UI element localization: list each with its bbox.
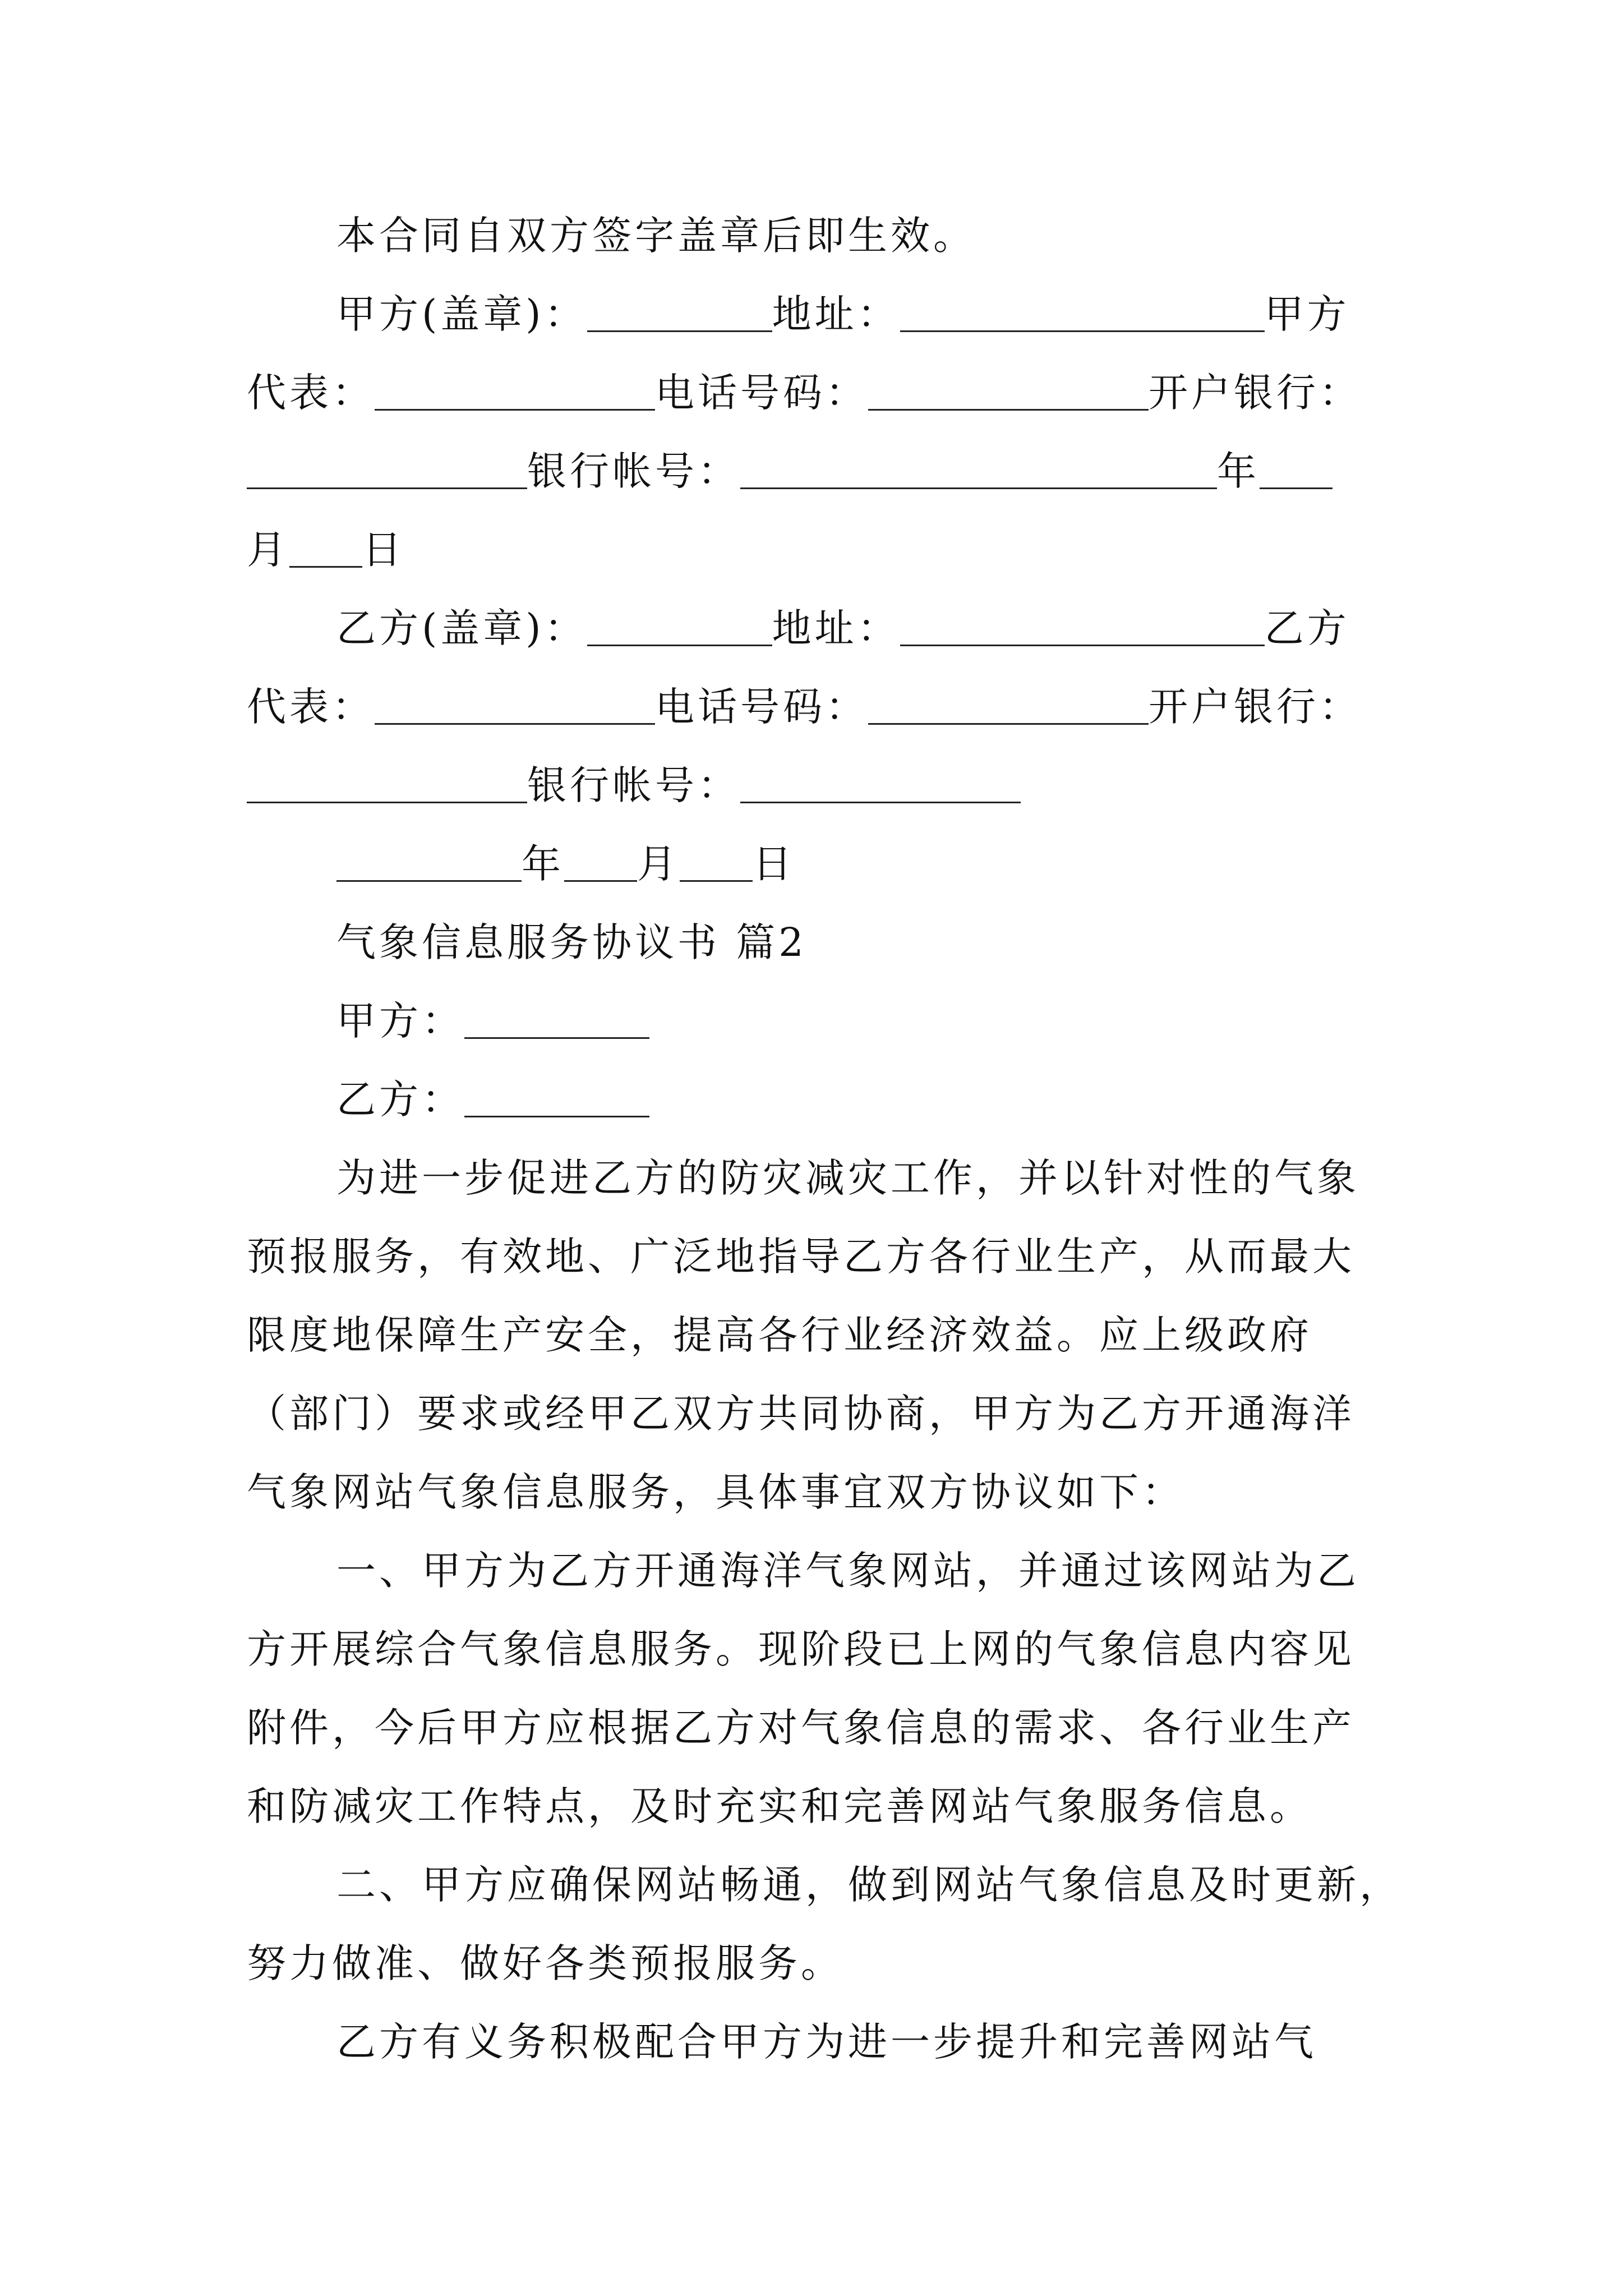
party-a-year-blank[interactable] xyxy=(1260,449,1332,489)
party-b-seal-line: 乙方(盖章)： 地址： 乙方 xyxy=(336,605,1350,651)
party-a-seal-line: 甲方(盖章)： 地址： 甲方 xyxy=(336,291,1350,337)
party-b-account-blank[interactable] xyxy=(740,763,1021,803)
party-a-rep-blank[interactable] xyxy=(375,371,655,411)
paragraph-line: 为进一步促进乙方的防灾减灾工作，并以针对性的气象 xyxy=(336,1155,1359,1201)
party-a-seal-blank[interactable] xyxy=(587,292,772,332)
party-b-day-blank[interactable] xyxy=(680,842,753,882)
party-b-month-blank[interactable] xyxy=(564,842,637,882)
party-b-bank-line: 银行帐号： xyxy=(247,754,1402,816)
party-b-blank[interactable] xyxy=(464,1078,649,1117)
party-b-address-blank[interactable] xyxy=(900,606,1265,646)
paragraph-line: 预报服务，有效地、广泛地指导乙方各行业生产，从而最大 xyxy=(247,1234,1355,1280)
party-b-line: 乙方： xyxy=(336,1069,1402,1130)
paragraph-line: 气象网站气象信息服务，具体事宜双方协议如下： xyxy=(247,1469,1184,1515)
clause-one-line: 附件，今后甲方应根据乙方对气象信息的需求、各行业生产 xyxy=(247,1705,1355,1751)
party-b-bank-blank[interactable] xyxy=(247,763,527,803)
party-a-rep-line: 代表： 电话号码： 开户银行： xyxy=(247,370,1362,416)
clause-one-line: 一、甲方为乙方开通海洋气象网站，并通过该网站为乙 xyxy=(336,1548,1359,1594)
party-a-bank-line: 银行帐号： 年 xyxy=(247,440,1402,502)
clause-two-line: 努力做准、做好各类预报服务。 xyxy=(247,1940,843,1986)
party-a-blank[interactable] xyxy=(464,999,649,1039)
party-a-date-line: 月 日 xyxy=(247,527,405,573)
party-a-account-blank[interactable] xyxy=(740,449,1217,489)
paragraph-line: 限度地保障生产安全，提高各行业经济效益。应上级政府 xyxy=(247,1312,1312,1358)
clause-one-line: 方开展综合气象信息服务。现阶段已上网的气象信息内容见 xyxy=(247,1626,1355,1672)
party-a-line: 甲方： xyxy=(336,990,1402,1052)
effective-clause: 本合同自双方签字盖章后即生效。 xyxy=(336,213,976,259)
clause-two-line: 二、甲方应确保网站畅通，做到网站气象信息及时更新， xyxy=(336,1862,1402,1908)
party-b-rep-line: 代表： 电话号码： 开户银行： xyxy=(247,684,1362,730)
party-b-date-line: 年 月 日 xyxy=(336,833,1402,895)
party-b-rep-blank[interactable] xyxy=(375,685,655,725)
party-b-seal-blank[interactable] xyxy=(587,606,772,646)
party-b-phone-blank[interactable] xyxy=(868,685,1149,725)
party-a-bank-blank[interactable] xyxy=(247,449,527,489)
paragraph-line: （部门）要求或经甲乙双方共同协商，甲方为乙方开通海洋 xyxy=(247,1391,1355,1437)
party-a-month-blank[interactable] xyxy=(289,528,362,568)
agreement-title: 气象信息服务协议书 篇2 xyxy=(336,919,807,965)
party-a-phone-blank[interactable] xyxy=(868,371,1149,411)
party-b-year-blank[interactable] xyxy=(336,842,522,882)
clause-one-line: 和防减灾工作特点，及时充实和完善网站气象服务信息。 xyxy=(247,1783,1312,1829)
clause-three-line: 乙方有义务积极配合甲方为进一步提升和完善网站气 xyxy=(336,2019,1317,2065)
party-a-address-blank[interactable] xyxy=(900,292,1265,332)
